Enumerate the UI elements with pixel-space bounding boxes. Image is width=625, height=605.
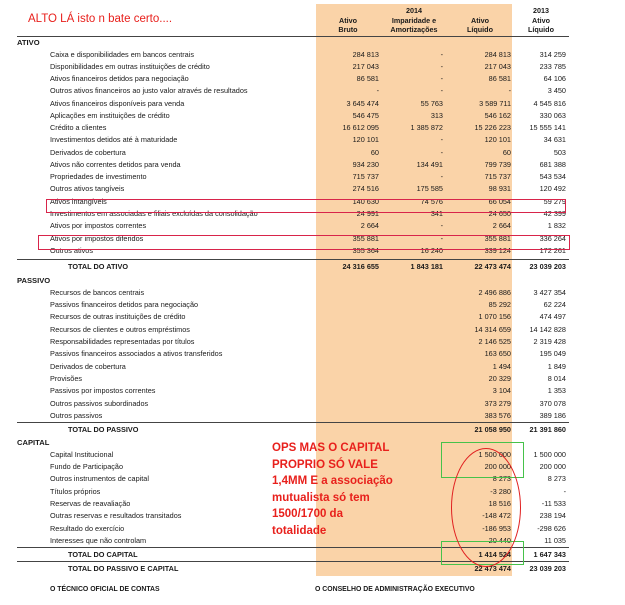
header-imparidade: Imparidade e Amortizações: [390, 16, 438, 34]
table-row: [0, 220, 625, 232]
row-label: Recursos de bancos centrais: [50, 288, 145, 297]
cell-imp: 134 491: [416, 160, 443, 169]
cell-y2013: 330 063: [539, 111, 566, 120]
row-label: Aplicações em instituições de crédito: [50, 111, 170, 120]
row-label: Derivados de cobertura: [50, 148, 126, 157]
section-passivo: PASSIVO: [17, 276, 51, 285]
table-row: [0, 122, 625, 134]
cell-bruto: 16 612 095: [342, 123, 379, 132]
cell-y2013: 314 259: [539, 50, 566, 59]
cell-y2013: 370 078: [539, 399, 566, 408]
row-label: Ativos por impostos correntes: [50, 221, 147, 230]
table-row: [0, 336, 625, 348]
table-row: [0, 98, 625, 110]
cell-y2013: 1 500 000: [533, 450, 566, 459]
cell-bruto: 274 516: [352, 184, 379, 193]
cell-liq: 8 273: [492, 474, 511, 483]
row-label: Passivos financeiros detidos para negociação: [50, 300, 199, 309]
row-label: Interesses que não controlam: [50, 536, 147, 545]
cell-y2013: 233 785: [539, 62, 566, 71]
cell-y2013: 543 534: [539, 172, 566, 181]
table-row: [0, 311, 625, 323]
table-row: [0, 49, 625, 61]
row-label: Outros ativos: [50, 246, 93, 255]
row-label: Disponibilidades em outras instituições de crédito: [50, 62, 210, 71]
cell-liq: -3 280: [490, 487, 511, 496]
row-label: Outras reservas e resultados transitados: [50, 511, 182, 520]
cell-y2013: -: [563, 487, 566, 496]
cell-liq: 22 473 474: [474, 262, 511, 271]
cell-imp: 55 763: [420, 99, 443, 108]
total-ativo-line: [17, 259, 569, 260]
cell-y2013: 62 224: [543, 300, 566, 309]
cell-imp: 175 585: [416, 184, 443, 193]
cell-bruto: 140 630: [352, 197, 379, 206]
cell-liq: -: [508, 86, 511, 95]
row-label: TOTAL DO ATIVO: [68, 262, 128, 271]
cell-liq: 15 226 223: [474, 123, 511, 132]
table-row: [0, 361, 625, 373]
cell-bruto: 355 881: [352, 234, 379, 243]
cell-y2013: 14 142 828: [529, 325, 566, 334]
cell-liq: 163 650: [484, 349, 511, 358]
cell-liq: 1 414 524: [478, 550, 511, 559]
cell-y2013: 15 555 141: [529, 123, 566, 132]
row-label: Outros instrumentos de capital: [50, 474, 149, 483]
cell-liq: 2 496 886: [478, 288, 511, 297]
cell-liq: 18 516: [488, 499, 511, 508]
cell-liq: 355 881: [484, 234, 511, 243]
cell-liq: 66 054: [488, 197, 511, 206]
table-row: [0, 134, 625, 146]
cell-liq: 1 070 156: [478, 312, 511, 321]
row-label: TOTAL DO CAPITAL: [68, 550, 138, 559]
cell-y2013: 503: [553, 148, 566, 157]
row-label: Provisões: [50, 374, 83, 383]
row-label: Outros ativos tangíveis: [50, 184, 125, 193]
annotation-top: ALTO LÁ isto n bate certo....: [28, 13, 173, 25]
row-label: Resultado do exercício: [50, 524, 125, 533]
cell-y2013: 389 186: [539, 411, 566, 420]
footer-left: O TÉCNICO OFICIAL DE CONTAS: [50, 586, 160, 593]
table-row: [0, 348, 625, 360]
cell-imp: 1 843 181: [410, 262, 443, 271]
cell-bruto: 934 230: [352, 160, 379, 169]
table-row: [0, 147, 625, 159]
table-row: [0, 324, 625, 336]
row-label: Outros passivos: [50, 411, 103, 420]
cell-bruto: 86 581: [356, 74, 379, 83]
cell-liq: 1 500 000: [478, 450, 511, 459]
cell-liq: 98 931: [488, 184, 511, 193]
cell-y2013: 681 388: [539, 160, 566, 169]
cell-imp: 16 240: [420, 246, 443, 255]
cell-y2013: 59 279: [543, 197, 566, 206]
cell-liq: 284 813: [484, 50, 511, 59]
cell-imp: -: [440, 148, 443, 157]
cell-liq: 3 104: [492, 386, 511, 395]
row-label: Capital Institucional: [50, 450, 114, 459]
row-label: Recursos de clientes e outros empréstimos: [50, 325, 190, 334]
cell-imp: 341: [430, 209, 443, 218]
header-ativo-liquido: Ativo Líquido: [467, 16, 493, 34]
row-label: Ativos por impostos diferidos: [50, 234, 144, 243]
cell-liq: 1 494: [492, 362, 511, 371]
cell-bruto: 120 101: [352, 135, 379, 144]
cell-y2013: 1 353: [547, 386, 566, 395]
cell-y2013: 2 319 428: [533, 337, 566, 346]
row-label: Investimentos detidos até à maturidade: [50, 135, 178, 144]
cell-liq: 120 101: [484, 135, 511, 144]
header-divider: [17, 36, 569, 37]
cell-y2013: 21 391 860: [529, 425, 566, 434]
cell-y2013: 23 039 203: [529, 262, 566, 271]
cell-y2013: 1 832: [547, 221, 566, 230]
cell-imp: 313: [430, 111, 443, 120]
row-label: Títulos próprios: [50, 487, 101, 496]
total-passivo-line: [17, 422, 569, 423]
row-label: Ativos financeiros detidos para negociação: [50, 74, 189, 83]
cell-liq: -186 953: [482, 524, 511, 533]
cell-liq: 22 473 474: [474, 564, 511, 573]
cell-liq: 546 162: [484, 111, 511, 120]
cell-liq: 339 124: [484, 246, 511, 255]
cell-y2013: 64 106: [543, 74, 566, 83]
cell-bruto: 2 664: [360, 221, 379, 230]
cell-liq: 24 650: [488, 209, 511, 218]
row-label: Propriedades de investimento: [50, 172, 147, 181]
cell-bruto: 715 737: [352, 172, 379, 181]
cell-imp: -: [440, 86, 443, 95]
cell-bruto: 546 475: [352, 111, 379, 120]
row-label: Outros passivos subordinados: [50, 399, 149, 408]
cell-y2013: 34 631: [543, 135, 566, 144]
cell-liq: 715 737: [484, 172, 511, 181]
highlight-box-impostos-diferidos: [38, 235, 570, 250]
cell-bruto: 60: [370, 148, 379, 157]
cell-y2013: 23 039 203: [529, 564, 566, 573]
cell-imp: -: [440, 221, 443, 230]
header-year-2013: 2013: [533, 6, 549, 15]
total-passivo-row: [0, 424, 625, 436]
cell-y2013: 1 849: [547, 362, 566, 371]
row-label: Reservas de reavaliação: [50, 499, 131, 508]
cell-y2013: 1 647 343: [533, 550, 566, 559]
cell-imp: -: [440, 62, 443, 71]
table-row: [0, 398, 625, 410]
cell-bruto: -: [376, 86, 379, 95]
cell-liq: 200 000: [484, 462, 511, 471]
cell-y2013: 4 545 816: [533, 99, 566, 108]
cell-bruto: 24 991: [356, 209, 379, 218]
cell-bruto: 355 364: [352, 246, 379, 255]
cell-liq: 14 314 659: [474, 325, 511, 334]
table-row: [0, 373, 625, 385]
cell-liq: 799 739: [484, 160, 511, 169]
cell-imp: 1 385 872: [410, 123, 443, 132]
cell-y2013: 11 035: [544, 536, 566, 545]
grand-total-row: [0, 563, 625, 575]
cell-imp: -: [440, 74, 443, 83]
section-capital: CAPITAL: [17, 438, 50, 447]
row-label: Fundo de Participação: [50, 462, 124, 471]
cell-y2013: 238 194: [539, 511, 566, 520]
table-row: [0, 183, 625, 195]
footer-right: O CONSELHO DE ADMINISTRAÇÃO EXECUTIVO: [315, 586, 475, 593]
table-row: [0, 410, 625, 422]
table-row: [0, 385, 625, 397]
cell-bruto: 217 043: [352, 62, 379, 71]
cell-imp: -: [440, 172, 443, 181]
cell-y2013: 474 497: [539, 312, 566, 321]
table-row: [0, 61, 625, 73]
table-row: [0, 159, 625, 171]
total-capital-row: [0, 549, 625, 561]
header-year-2014: 2014: [406, 6, 422, 15]
table-row: [0, 85, 625, 97]
cell-liq: 85 292: [488, 300, 511, 309]
cell-liq: 373 279: [484, 399, 511, 408]
row-label: Recursos de outras instituições de crédito: [50, 312, 186, 321]
cell-bruto: 284 813: [352, 50, 379, 59]
cell-imp: -: [440, 234, 443, 243]
cell-y2013: 200 000: [539, 462, 566, 471]
cell-liq: 20 440: [488, 536, 511, 545]
cell-liq: 60: [502, 148, 511, 157]
cell-liq: 2 146 525: [478, 337, 511, 346]
header-ativo-liquido-2013: Ativo Líquido: [528, 16, 554, 34]
cell-liq: 3 589 711: [479, 99, 511, 108]
row-label: Ativos financeiros disponíveis para venda: [50, 99, 185, 108]
cell-y2013: 120 492: [539, 184, 566, 193]
cell-imp: -: [440, 50, 443, 59]
annotation-ellipse: [451, 448, 521, 567]
cell-y2013: 336 264: [539, 234, 566, 243]
cell-y2013: 42 399: [543, 209, 566, 218]
cell-bruto: 3 645 474: [346, 99, 379, 108]
row-label: Investimentos em associadas e filiais excluídas da consolidação: [50, 209, 258, 218]
cell-liq: -148 472: [482, 511, 511, 520]
cell-y2013: 172 261: [539, 246, 566, 255]
header-ativo-bruto: Ativo Bruto: [338, 16, 358, 34]
cell-liq: 21 058 950: [474, 425, 511, 434]
cell-liq: 86 581: [488, 74, 511, 83]
row-label: Crédito a clientes: [50, 123, 107, 132]
cell-liq: 217 043: [484, 62, 511, 71]
row-label: TOTAL DO PASSIVO E CAPITAL: [68, 564, 179, 573]
table-row: [0, 73, 625, 85]
row-label: Passivos por impostos correntes: [50, 386, 156, 395]
cell-bruto: 24 316 655: [342, 262, 379, 271]
row-label: Outros ativos financeiros ao justo valor através de resultados: [50, 86, 248, 95]
row-label: Ativos não correntes detidos para venda: [50, 160, 181, 169]
row-label: Caixa e disponibilidades em bancos centrais: [50, 50, 194, 59]
table-row: [0, 299, 625, 311]
annotation-side: OPS MAS O CAPITAL PROPRIO SÓ VALE 1,4MM E a associação mutualista só tem 1500/1700 da totalidade: [272, 442, 393, 537]
highlight-box-intangiveis: [46, 199, 566, 213]
table-row: [0, 287, 625, 299]
cell-y2013: 8 014: [547, 374, 566, 383]
cell-liq: 20 329: [488, 374, 511, 383]
cell-y2013: -298 626: [537, 524, 566, 533]
section-ativo: ATIVO: [17, 38, 40, 47]
cell-imp: -: [440, 135, 443, 144]
cell-y2013: -11 533: [541, 499, 566, 508]
row-label: Derivados de cobertura: [50, 362, 126, 371]
row-label: Responsabilidades representadas por títulos: [50, 337, 195, 346]
row-label: Passivos financeiros associados a ativos transferidos: [50, 349, 223, 358]
cell-y2013: 8 273: [547, 474, 566, 483]
row-label: Ativos intangíveis: [50, 197, 107, 206]
cell-liq: 2 664: [492, 221, 511, 230]
cell-imp: 74 576: [420, 197, 443, 206]
cell-y2013: 3 427 354: [533, 288, 566, 297]
cell-y2013: 195 049: [539, 349, 566, 358]
cell-y2013: 3 450: [547, 86, 566, 95]
row-label: TOTAL DO PASSIVO: [68, 425, 139, 434]
cell-liq: 383 576: [484, 411, 511, 420]
table-row: [0, 110, 625, 122]
table-row: [0, 171, 625, 183]
total-ativo-row: [0, 261, 625, 273]
